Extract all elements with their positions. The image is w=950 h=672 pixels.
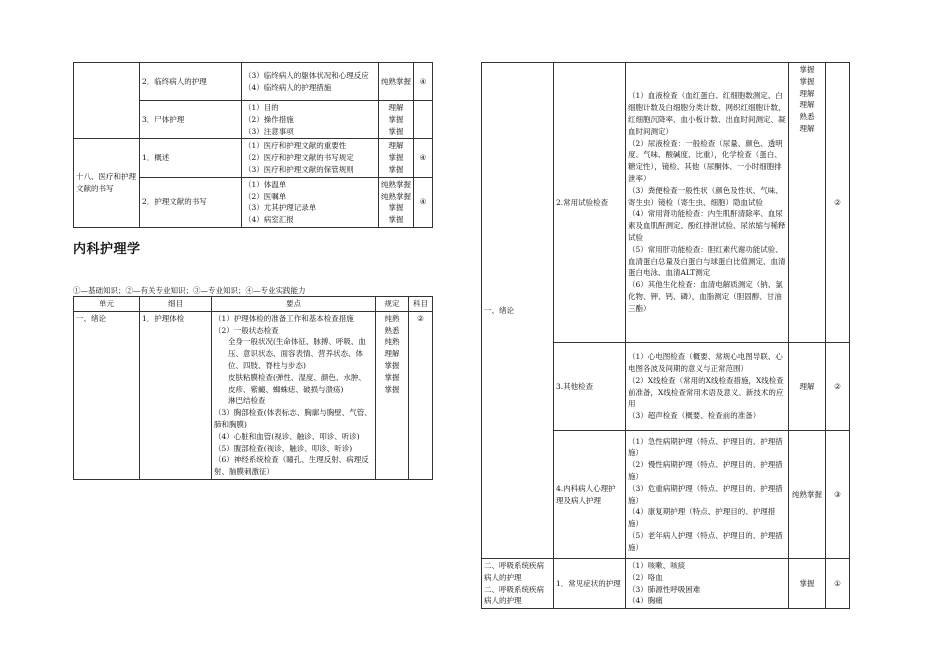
header-req: 规定	[376, 297, 409, 312]
points-cell: （1）急性病期护理（特点、护理目的、护理措施） （2）慢性病期护理（特点、护理目的、护理措施） （3）危重病期护理（特点、护理目的、护理措施） （4）康复期护理（特点、护理目的、护理措施） （5）老年病人护理（特点、护理目的、护理措施）	[626, 431, 789, 559]
req-cell: 纯熟掌握 纯熟掌握 掌握 掌握	[379, 177, 414, 227]
header-unit: 单元	[74, 297, 140, 312]
req-cell: 理解 掌握 掌握	[379, 139, 414, 177]
subject-cell: ③	[826, 431, 850, 559]
points-cell: （1）咳嗽、咳痰 （2）咯血 （3）肺源性呼吸困难 （4）胸痛	[626, 559, 789, 609]
left-table	[73, 296, 433, 480]
req-cell: 纯熟 熟悉 纯熟 理解 掌握 掌握 掌握	[376, 311, 409, 479]
unit-cell	[74, 63, 140, 139]
req-cell: 掌握 掌握 理解 理解 熟悉 理解	[789, 63, 826, 343]
detail-cell: 3.其他检查	[554, 343, 626, 431]
detail-cell: 2．护理文献的书写	[140, 177, 242, 227]
header-detail: 细目	[140, 297, 212, 312]
req-cell: 理解 掌握 掌握	[379, 101, 414, 139]
points-cell: （1）心电图检查（概要、常规心电图导联、心电图各波及间期的意义与正常范围） （2）X线检查（常用的X线检查措施，X线检查前准备，X线检查常用术语及意义、新技术的应用 （3）超声检查（概要、检查前的准备）	[626, 343, 789, 431]
subject-cell: ④	[414, 63, 433, 101]
unit-cell: 二、呼吸系统疾病病人的护理 二、呼吸系统疾病病人的护理	[482, 559, 554, 609]
subject-cell: ②	[409, 311, 433, 479]
section-title: 内科护理学	[73, 242, 141, 257]
subject-cell: ①	[826, 559, 850, 609]
table-row	[74, 139, 433, 177]
table-row	[74, 63, 433, 101]
detail-cell: 2．临终病人的护理	[140, 63, 242, 101]
detail-cell: 2.常用试验检查	[554, 63, 626, 343]
req-cell: 理解	[789, 343, 826, 431]
points-cell: （3）临终病人的躯体状况和心理反应 （4）临终病人的护理措施	[242, 63, 379, 101]
table-header-row	[74, 297, 433, 312]
right-table	[481, 62, 850, 609]
points-cell: （1）血液检查（血红蛋白、红细胞数测定、白细胞计数及白细胞分类计数、网织红细胞计数、红细胞沉降率、血小板计数、出血时间测定、凝血时间测定） （2）尿液检查：一般检查（尿量、颜色、透明度、气味、酸碱度、比重），化学检查（蛋白、糖定性），镜检、其他（尿酮体、一小时细胞排泄率） （3）粪便检查一般性状（颜色及性状、气味、寄生虫）镜检（寄生虫、细胞）隐血试验 （4）常用肾功能检查：内生肌酐清除率、血尿素及血肌酐测定、酚红排泄试验、尿浓缩与稀释试验 （5）常用肝功能检查：胆红素代谢功能试验、血清蛋白总量及白蛋白与球蛋白比值测定、血清蛋白电泳、血清ALT测定 （6）其他生化检查：血清电解质测定（钠、氯化物、钾、钙、磷），血脂测定（胆固醇、甘油三酯）	[626, 63, 789, 343]
header-points: 要点	[212, 297, 376, 312]
detail-cell: 1．概述	[140, 139, 242, 177]
points-cell: （1）医疗和护理文献的重要性 （2）医疗和护理文献的书写规定 （3）医疗和护理文献的保管规则	[242, 139, 379, 177]
header-subject: 科目	[409, 297, 433, 312]
subject-cell	[414, 101, 433, 139]
req-cell: 掌握	[789, 559, 826, 609]
top-table	[73, 62, 433, 228]
detail-cell: 3．尸体护理	[140, 101, 242, 139]
detail-cell: 4.内科病人心理护理及病人护理	[554, 431, 626, 559]
table-row	[482, 559, 850, 609]
subject-legend: ①—基础知识；②—有关专业知识；③—专业知识；④—专业实践能力	[73, 286, 306, 295]
detail-cell: 1．护理体检	[140, 311, 212, 479]
req-cell: 纯熟掌握	[379, 63, 414, 101]
points-cell: （1）体温单 （2）医嘱单 （3）尤其护理记录单 （4）病室汇报	[242, 177, 379, 227]
table-row	[482, 63, 850, 343]
points-cell: （1）护理体检的准备工作和基本检查措施 （2）一般状态检查 全身一般状况(生命体征、脉搏、呼吸、血压、意识状态、面容表情、营养状态、体位、四肢、脊柱与步态) 皮肤粘膜检查(弹性、湿度、颜色、水肿、皮疹、紫癜、蜘蛛痣、破损与溃疡) 淋巴结检查 （3）胸部检查(体表标志、胸廓与胸壁、气管、肺和胸膜) （4）心脏和血管(视诊、触诊、叩诊、听诊) （5）腹部检查(视诊、触诊、叩诊、听诊) （6）神经系统检查（瞳孔、生理反射、病理反射、脑膜刺激征）	[212, 311, 376, 479]
unit-cell: 一、绪论	[482, 63, 554, 559]
unit-cell: 十八、医疗和护理文献的书写	[74, 139, 140, 228]
points-cell: （1）目的 （2）操作措施 （3）注意事项	[242, 101, 379, 139]
req-cell: 纯熟掌握	[789, 431, 826, 559]
subject-cell: ④	[414, 139, 433, 177]
table-row	[74, 311, 433, 479]
subject-cell: ④	[414, 177, 433, 227]
subject-cell: ②	[826, 343, 850, 431]
unit-cell: 一、绪论	[74, 311, 140, 479]
subject-cell: ②	[826, 63, 850, 343]
detail-cell: 1．常见症状的护理	[554, 559, 626, 609]
